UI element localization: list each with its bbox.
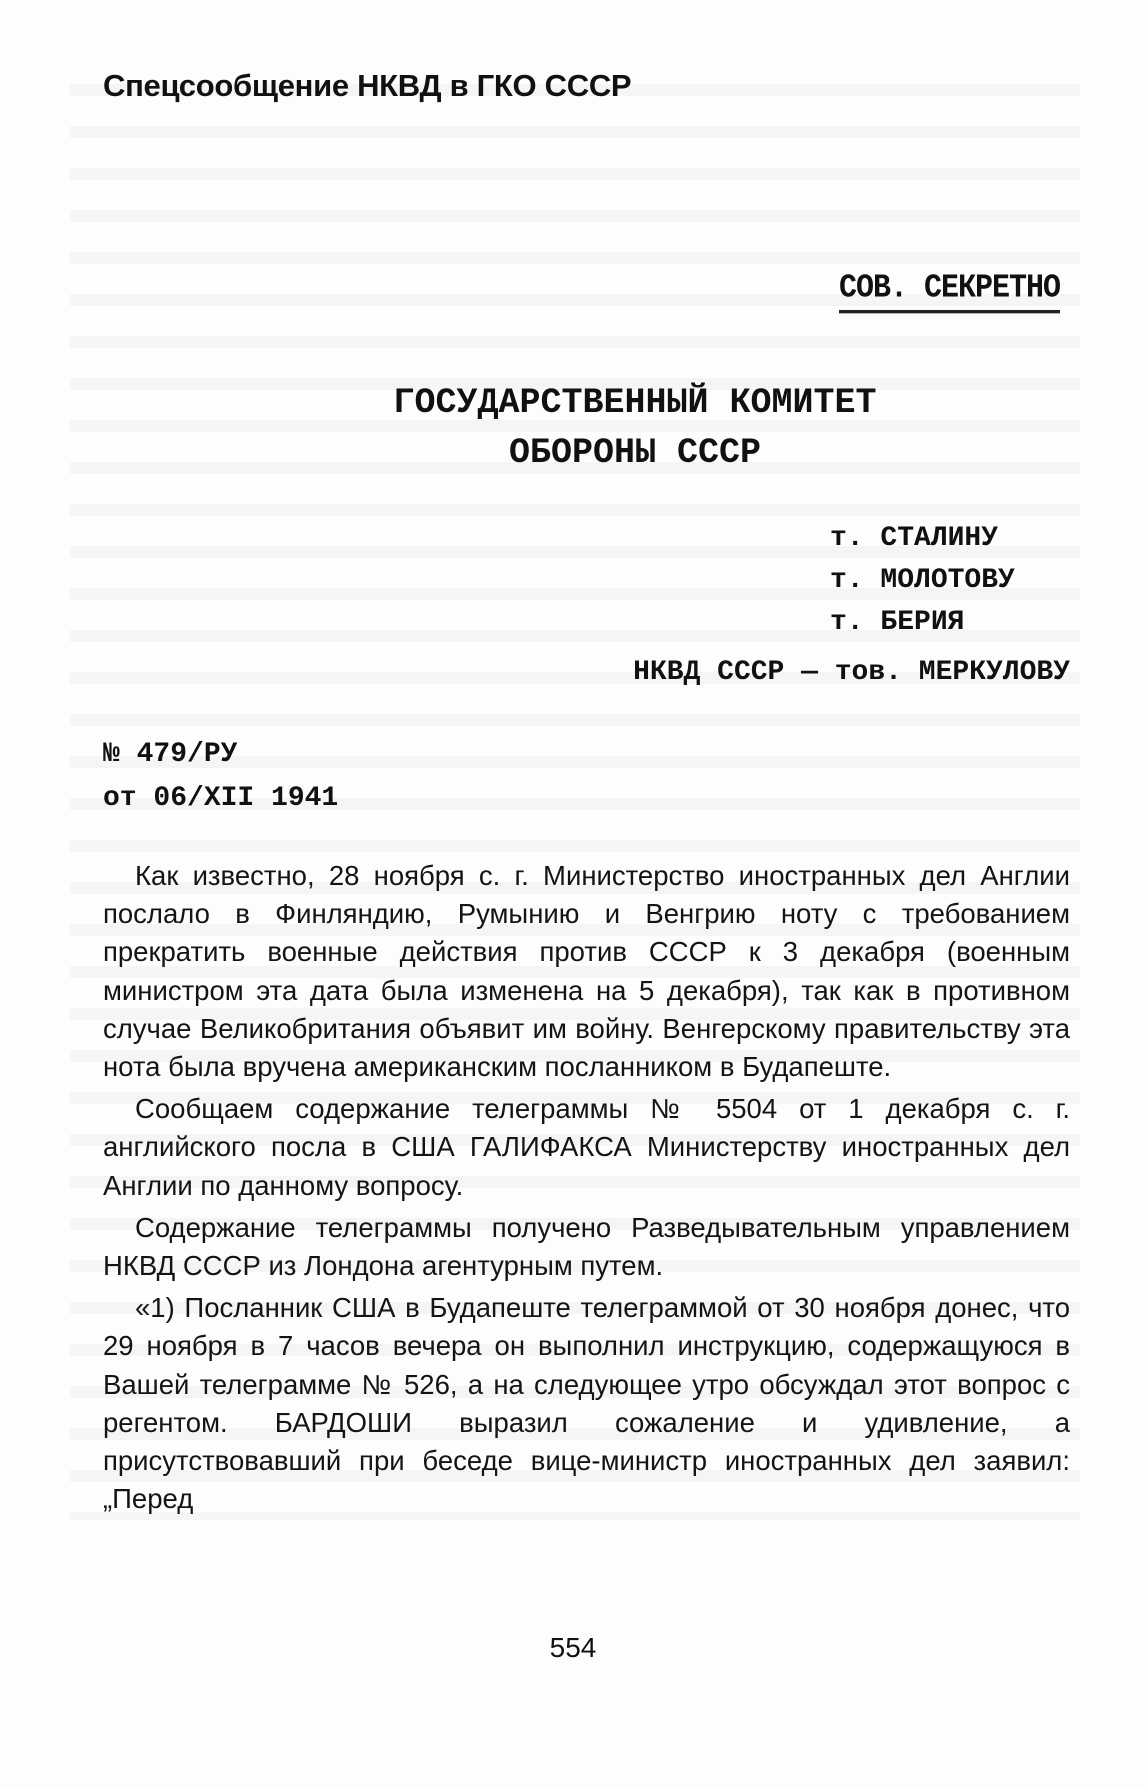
paragraph: Содержание телеграммы получено Разведывательным управлением НКВД СССР из Лондона агентурным путем. bbox=[103, 1211, 1070, 1282]
body-text bbox=[103, 857, 1070, 1522]
committee-heading bbox=[0, 378, 1146, 478]
recipients-list bbox=[830, 518, 1015, 644]
committee-line-2: ОБОРОНЫ СССР bbox=[508, 433, 762, 473]
recipient: т. БЕРИЯ bbox=[830, 607, 965, 638]
committee-line-1: ГОСУДАРСТВЕННЫЙ КОМИТЕТ bbox=[393, 383, 877, 423]
recipient: т. МОЛОТОВУ bbox=[830, 565, 1015, 596]
paragraph: Как известно, 28 ноября с. г. Министерство иностранных дел Англии послало в Финляндию, Румынию и Венгрию ноту с требованием прекратить военные действия против СССР к 3 декабря (военным министром эта дата была изменена на 5 декабря), так как в противном случае Великобритания объявит им войну. Венгерскому правительству эта нота была вручена американским посланником в Будапеште. bbox=[103, 860, 1070, 1083]
document-reference bbox=[103, 733, 338, 821]
nkvd-recipient-line: НКВД СССР — тов. МЕРКУЛОВУ bbox=[633, 657, 1070, 688]
recipient: т. СТАЛИНУ bbox=[830, 523, 999, 554]
classification-stamp: СОВ. СЕКРЕТНО bbox=[839, 270, 1060, 314]
page-header-title: Спецсообщение НКВД в ГКО СССР bbox=[103, 68, 632, 103]
document-number: № 479/РУ bbox=[103, 739, 238, 770]
document-date: от 06/XII 1941 bbox=[103, 783, 339, 814]
page-number: 554 bbox=[549, 1632, 597, 1663]
paragraph: Сообщаем содержание телеграммы № 5504 от 1 декабря с. г. английского посла в США ГАЛИФАКСА Министерству иностранных дел Англии по данному вопросу. bbox=[103, 1093, 1070, 1201]
paragraph: «1) Посланник США в Будапеште телеграммой от 30 ноября донес, что 29 ноября в 7 часов вечера он выполнил инструкцию, содержащуюся в Вашей телеграмме № 526, а на следующее утро обсуждал этот вопрос с регентом. БАРДОШИ выразил сожаление и удивление, а присутствовавший при беседе вице-министр иностранных дел заявил: „Перед bbox=[103, 1292, 1070, 1515]
